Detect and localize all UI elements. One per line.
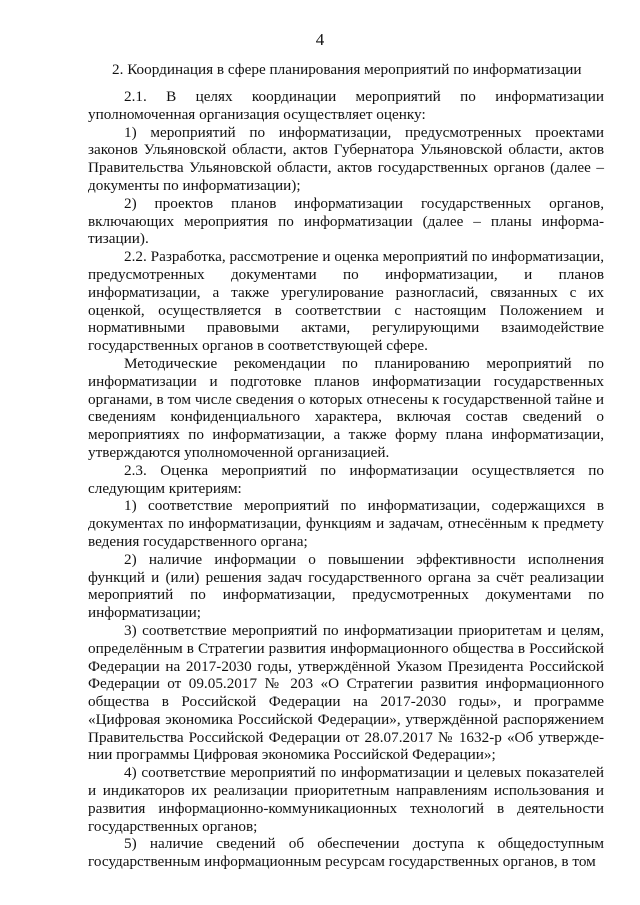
section-title: 2. Координация в сфере планирования мероприятий по информатизации xyxy=(112,61,582,78)
paragraph-criterion-1: 1) соответствие мероприятий по информатизации, содержащихся в документах по информатизации, функциям и задачам, отнесённым к предмету ведения государственного органа; xyxy=(88,497,604,550)
page-number: 4 xyxy=(315,30,325,49)
paragraph-criterion-2: 2) наличие информации о повышении эффективности исполнения функций и (или) решения задач государственного органа за счёт реализации мероприятий по информатизации, предусмотренных документами по информатизации; xyxy=(88,550,604,622)
paragraph-2-3: 2.3. Оценка мероприятий по информатизации осуществляется по следующим критериям: xyxy=(88,461,604,497)
paragraph-criterion-4: 4) соответствие мероприятий по информатизации и целевых показателей и индикаторов их реализации приоритетным направлениям использования и развития информационно-коммуникационных технологий в деятельности государственных органов; xyxy=(88,764,604,835)
paragraph-2-1: 2.1. В целях координации мероприятий по информатизации уполномоченная организация осуществляет оценку: xyxy=(88,88,604,123)
document-body xyxy=(88,88,604,871)
paragraph-criterion-5: 5) наличие сведений об обеспечении доступа к общедоступным государственным информационным ресурсам государственных органов, в том xyxy=(88,835,604,871)
paragraph-2-2: 2.2. Разработка, рассмотрение и оценка мероприятий по информатизации, предусмотренных документами по информатизации, и планов информатизации, а также урегулирование разногласий, связанных с их оценкой, осуществляется в соответствии с настоящим Положением и нормативными правовыми актами, регулирующими взаимодействие государственных органов в соответствующей сфере. xyxy=(88,248,604,355)
paragraph-methodical-recommendations: Методические рекомендации по планированию мероприятий по информатизации и подготовке планов информатизации государственных органами, в том числе сведения о которых отнесены к государственной тайне и сведениям конфиденциального характера, включая состав сведений о мероприятиях по информатизации, а также форму плана информатизации, утверждаются уполномоченной организацией. xyxy=(88,354,604,461)
paragraph-item-1-documents: 1) мероприятий по информатизации, предусмотренных проектами законов Ульяновской области, актов Губернатора Ульяновской области, актов Правительства Ульяновской области, актов государственных органов (далее – документы по информатизации); xyxy=(88,123,604,194)
paragraph-criterion-3: 3) соответствие мероприятий по информатизации приоритетам и целям, определённым в Стратегии развития информационного общества в Российской Федерации на 2017-2030 годы, утверждённой Указом Президента Российской Федерации от 09.05.2017 № 203 «О Стратегии развития информационного общества в Российской Федерации на 2017-2030 годы», и программе «Цифровая экономика Российской Федерации», утверждённой распоряжением Правительства Российской Федерации от 28.07.2017 № 1632-р «Об утверждении программы Цифровая экономика Российской Федерации»; xyxy=(88,621,604,764)
paragraph-item-2-plans: 2) проектов планов информатизации государственных органов, включающих мероприятия по информатизации (далее – планы информатизации). xyxy=(88,194,604,248)
